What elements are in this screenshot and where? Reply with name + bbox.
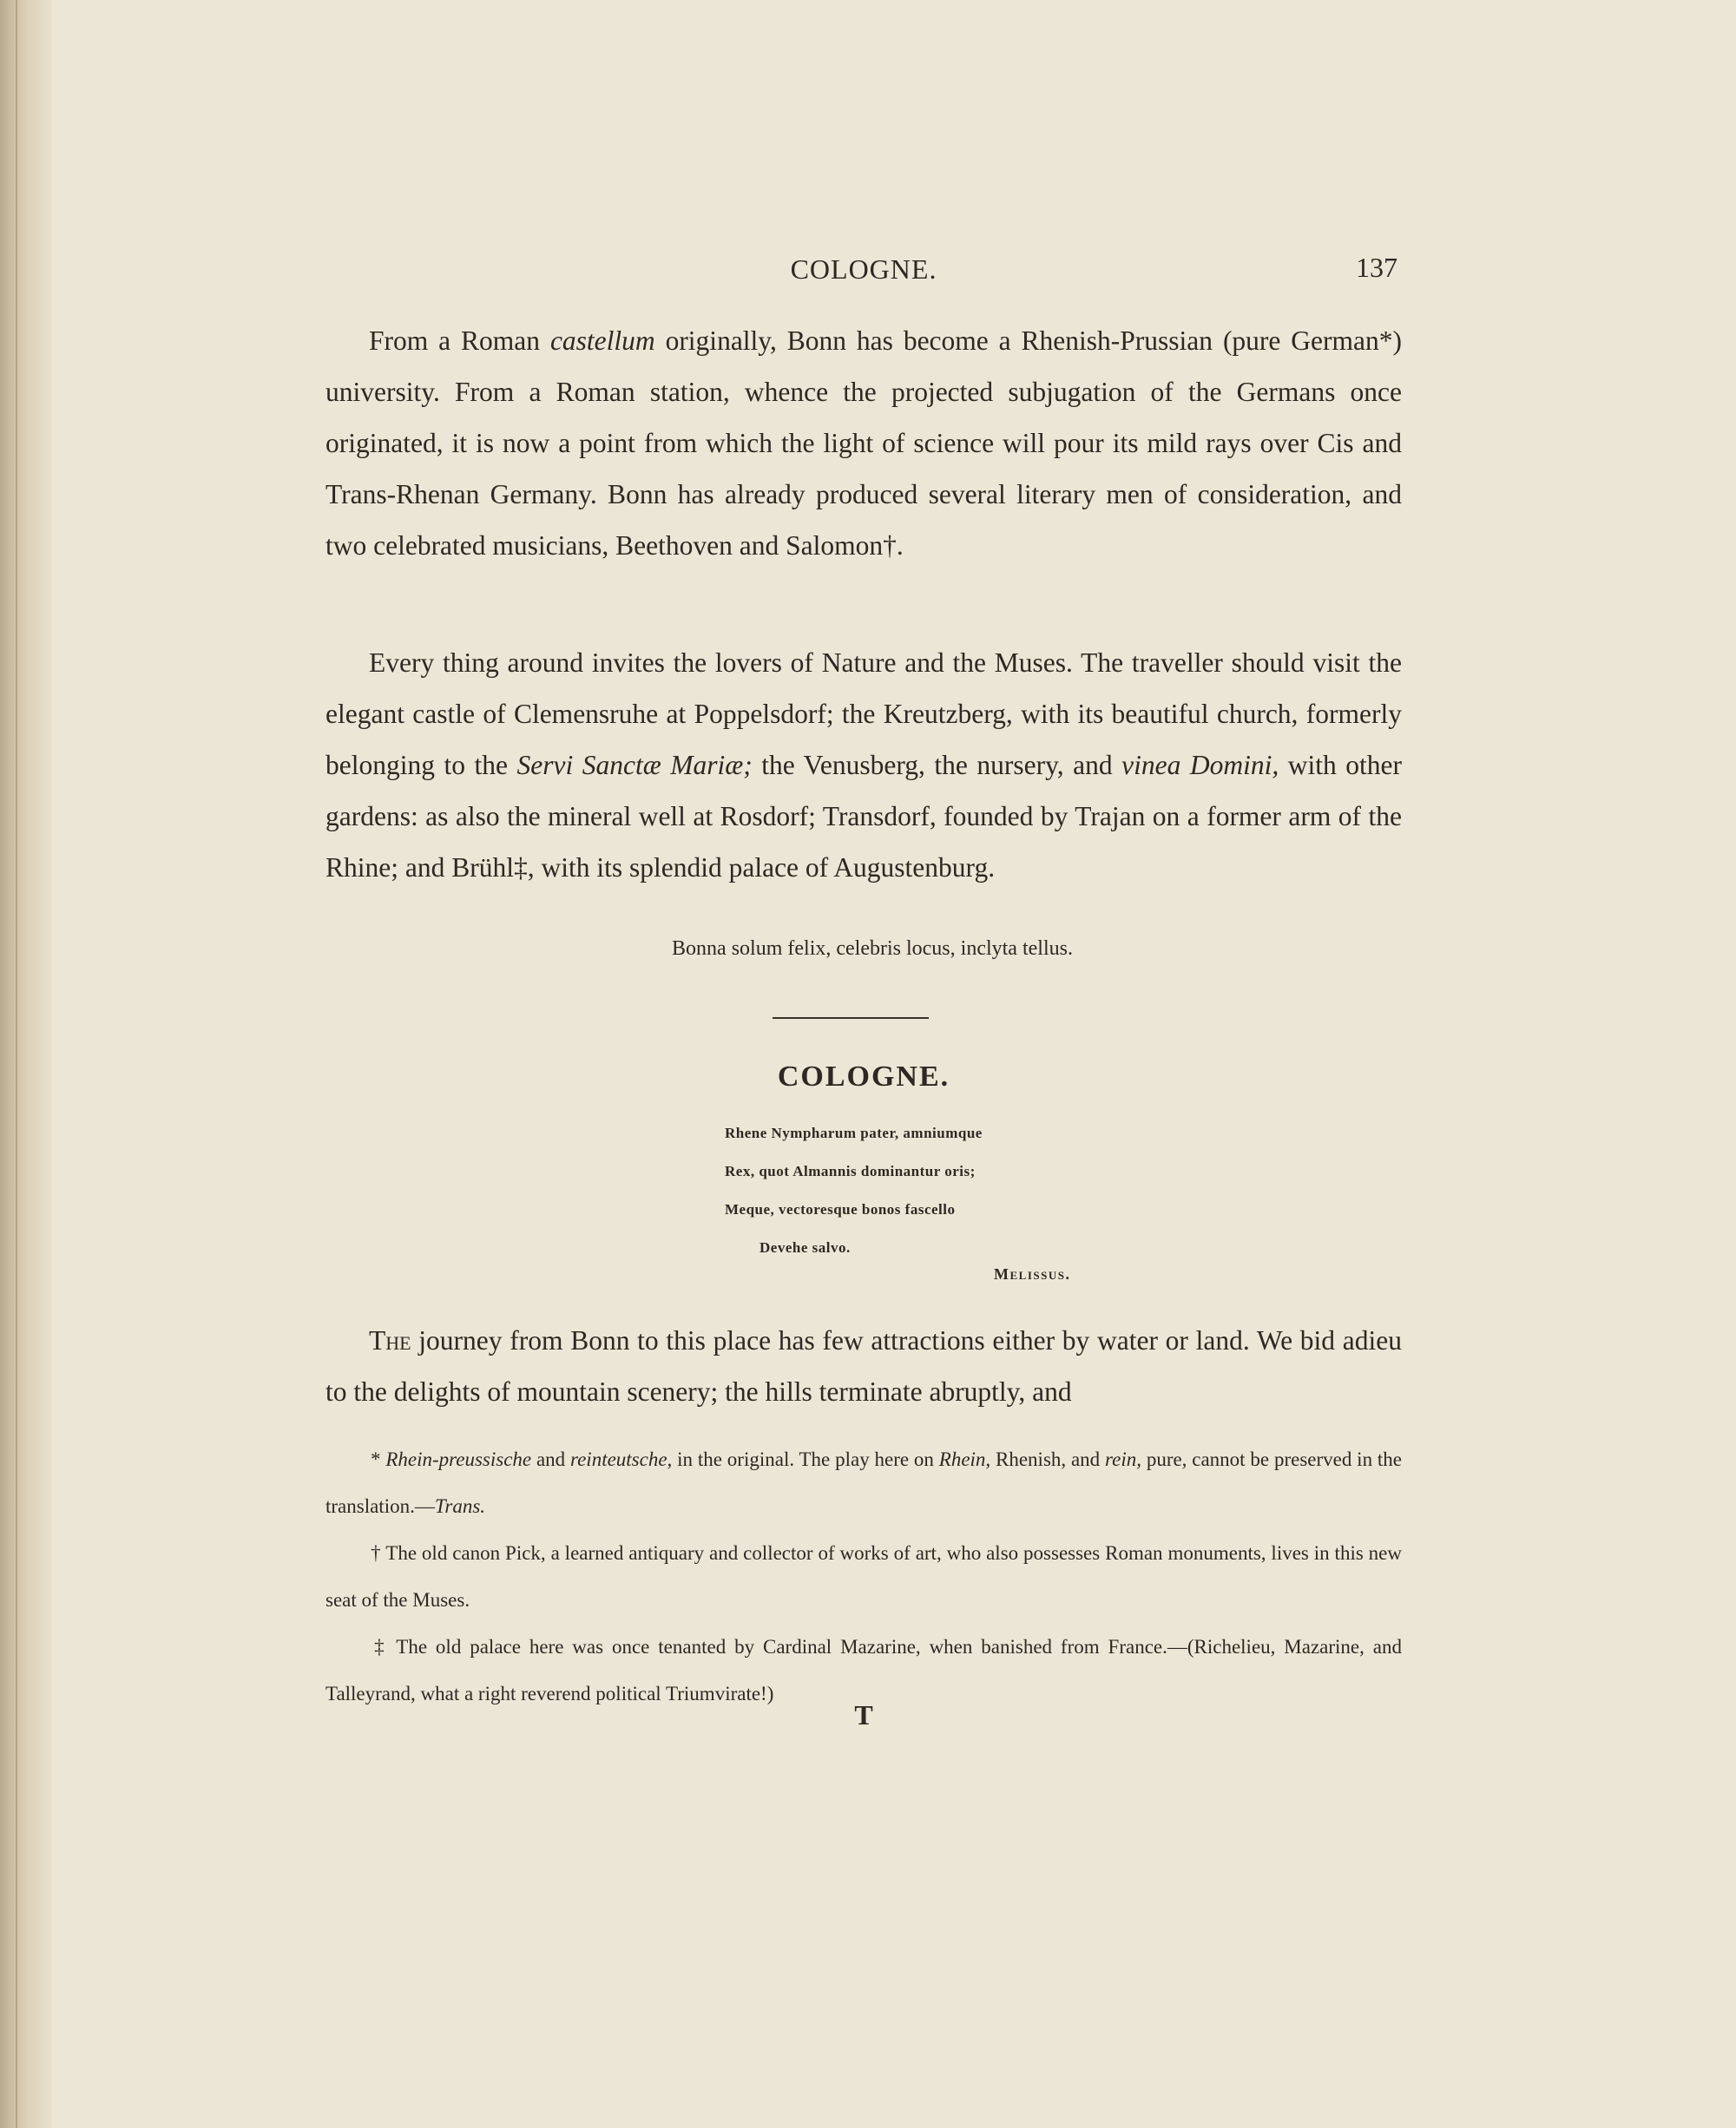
text-run: the Venusberg, the nursery, and xyxy=(752,750,1122,780)
verse-line: Rex, quot Almannis dominantur oris; xyxy=(725,1163,976,1179)
section-divider xyxy=(773,1017,929,1019)
verse-line: Rhene Nympharum pater, amniumque xyxy=(725,1125,983,1141)
footnote-text: † The old canon Pick, a learned antiquary and collector of works of art, who also possesses Roman monuments, lives in this new seat of the Muses. xyxy=(326,1542,1402,1611)
paragraph-bonn-sights xyxy=(326,637,1402,893)
epigraph-attribution: Melissus. xyxy=(994,1265,1071,1283)
binding-edge-line xyxy=(16,0,17,2128)
page xyxy=(321,0,1406,2128)
running-head xyxy=(321,253,1406,297)
text-run: journey from Bonn to this place has few attractions either by water or land. We bid adieu to the delights of mountain scenery; the hills terminate abruptly, and xyxy=(326,1325,1402,1407)
text-run: originally, Bonn has become a Rhenish-Prussian (pure German*) university. From a Roman station, whence the projected subjugation of the Germans once originated, it is now a point from which the light of science will pour its mild rays over Cis and Trans-Rhenan Germany. Bonn has already produced several literary men of consideration, and two celebrated musicians, Beethoven and Salomon†. xyxy=(326,325,1402,561)
italic-run: castellum xyxy=(549,325,655,356)
paragraph-bonn-university xyxy=(326,315,1402,571)
lead-in-word: The xyxy=(369,1325,411,1356)
page-number: 137 xyxy=(1356,252,1397,283)
text-run: From a Roman xyxy=(369,325,550,356)
latin-motto: Bonna solum felix, celebris locus, inclyta tellus. xyxy=(672,937,1073,960)
footnote-2 xyxy=(326,1530,1402,1624)
footnote-marker: * xyxy=(371,1448,386,1470)
verse-line: Meque, vectoresque bonos fascello xyxy=(725,1201,956,1218)
printer-signature-mark: T xyxy=(854,1699,873,1731)
italic-run: Servi Sanctæ Mariæ; xyxy=(516,750,753,780)
section-title: COLOGNE. xyxy=(777,1061,950,1093)
italic-run: rein, xyxy=(1105,1448,1141,1470)
text-run: and xyxy=(531,1448,570,1470)
text-run: with other gardens: as also the mineral well at Rosdorf; Transdorf, founded by Trajan on a former arm of the Rhine; and Brühl‡, with its splendid palace of Augustenburg. xyxy=(326,750,1402,883)
italic-run: vinea Domini, xyxy=(1121,750,1279,780)
running-title: COLOGNE. xyxy=(790,253,937,285)
text-run: in the original. The play here on xyxy=(672,1448,939,1470)
page-binding-shadow xyxy=(0,0,52,2128)
paragraph-journey xyxy=(326,1315,1402,1417)
verse-line: Devehe salvo. xyxy=(760,1239,851,1256)
italic-run: reinteutsche, xyxy=(570,1448,673,1470)
italic-run: Trans. xyxy=(434,1495,486,1517)
epigraph-verse xyxy=(725,1114,983,1267)
text-run: pure, cannot be preserved in the translation.— xyxy=(326,1448,1402,1517)
italic-run: Rhein, xyxy=(938,1448,991,1470)
footnotes xyxy=(326,1436,1402,1718)
text-run: Every thing around invites the lovers of Nature and the Muses. The traveller should visit the elegant castle of Clemensruhe at Poppelsdorf; the Kreutzberg, with its beautiful church, formerly belonging to the xyxy=(326,647,1402,780)
footnote-text: ‡ The old palace here was once tenanted by Cardinal Mazarine, when banished from France.—(Richelieu, Mazarine, and Talleyrand, what a right reverend political Triumvirate!) xyxy=(326,1636,1402,1704)
italic-run: Rhein-preussische xyxy=(385,1448,532,1470)
text-run: Rhenish, and xyxy=(990,1448,1106,1470)
footnote-1 xyxy=(326,1436,1402,1530)
